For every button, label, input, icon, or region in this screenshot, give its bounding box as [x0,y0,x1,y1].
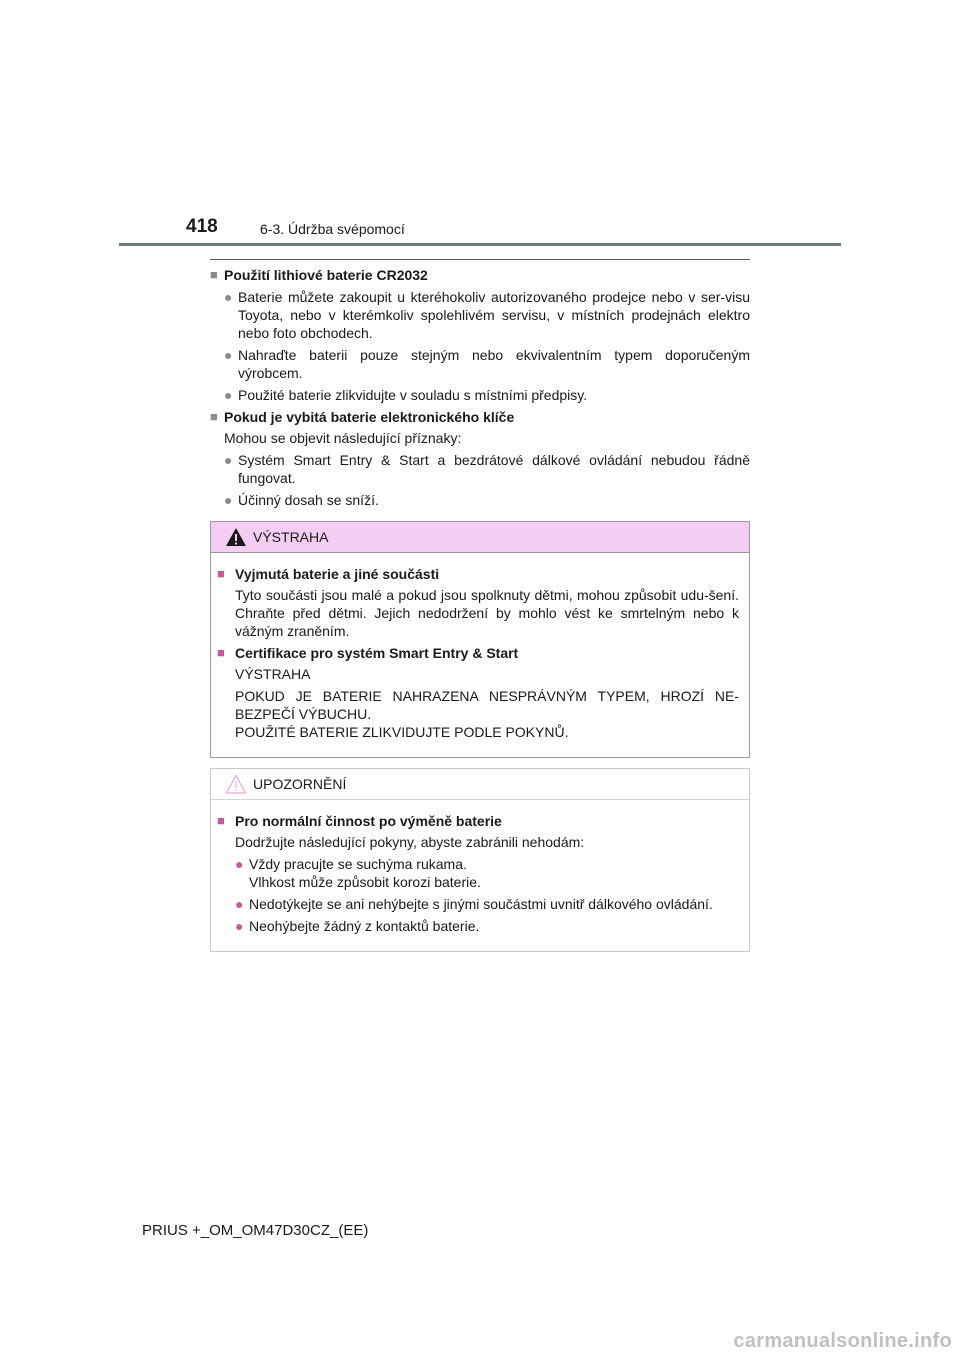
notice-header [211,769,749,800]
warning-item-line: VÝSTRAHA [235,666,311,682]
section-title: 6-3. Údržba svépomocí [260,221,405,237]
circle-bullet-icon: ● [235,856,244,872]
section-heading: ■ Pokud je vybitá baterie elektronického klíče [210,409,515,425]
notice-label: UPOZORNĚNÍ [253,776,347,792]
list-item: ● Nahraďte baterii pouze stejným nebo ekvivalentním typem doporučeným výrobcem. [224,347,750,381]
square-bullet-icon: ■ [217,813,225,828]
content-rule [210,259,750,260]
square-bullet-icon: ■ [210,267,218,282]
notice-body [211,800,749,935]
square-bullet-icon: ■ [217,566,225,581]
square-bullet-icon: ■ [217,645,225,660]
warning-item-heading: ■ Certifikace pro systém Smart Entry & Start [217,645,519,661]
warning-item-heading: ■ Vyjmutá baterie a jiné součásti [217,566,440,582]
warning-box [210,521,750,758]
circle-bullet-icon: ● [235,918,244,934]
section-heading: ■ Použití lithiové baterie CR2032 [210,267,428,283]
warning-label: VÝSTRAHA [253,529,329,545]
list-item: ● Vždy pracujte se suchýma rukama. Vlhkost může způsobit korozi baterie. [235,856,481,890]
circle-bullet-icon: ● [224,347,233,363]
page-number: 418 [186,216,218,237]
list-item: ● Účinný dosah se sníží. [224,492,379,508]
circle-bullet-icon: ● [224,387,233,403]
warning-item-line: POKUD JE BATERIE NAHRAZENA NESPRÁVNÝM TYPEM, HROZÍ NE-BEZPEČÍ VÝBUCHU. [235,688,739,722]
list-item: ● Baterie můžete zakoupit u kteréhokoliv autorizovaného prodejce nebo v ser-visu Toyota, nebo v kterémkoliv spolehlivém servisu, v místních prodejnách elektro nebo foto obchodech. [224,289,750,341]
warning-item-text: Tyto součásti jsou malé a pokud jsou spolknuty dětmi, mohou způsobit udu-šení. Chraňte před dětmi. Jejich nedodržení by mohlo vést ke smrtelným nebo k vážným zraněním. [235,587,739,639]
document-id: PRIUS +_OM_OM47D30CZ_(EE) [142,1222,369,1239]
notice-heading: ■ Pro normální činnost po výměně baterie [217,813,502,829]
watermark: carmanualsonline.info [733,1330,952,1352]
section-intro: Mohou se objevit následující příznaky: [224,430,462,446]
notice-box [210,768,750,952]
warning-item-line: POUŽITÉ BATERIE ZLIKVIDUJTE PODLE POKYNŮ. [235,724,569,740]
warning-header [211,522,749,553]
warning-body [211,553,749,741]
circle-bullet-icon: ● [224,452,233,468]
circle-bullet-icon: ● [224,289,233,305]
notice-intro: Dodržujte následující pokyny, abyste zabránili nehodám: [235,834,585,850]
warning-triangle-outline-icon [225,774,247,794]
warning-triangle-filled-icon [225,527,247,547]
circle-bullet-icon: ● [235,896,244,912]
list-item: ● Neohýbejte žádný z kontaktů baterie. [235,918,480,934]
circle-bullet-icon: ● [224,492,233,508]
list-item: ● Použité baterie zlikvidujte v souladu s místními předpisy. [224,387,588,403]
main-content [210,266,750,509]
list-item: ● Systém Smart Entry & Start a bezdrátové dálkové ovládání nebudou řádně fungovat. [224,452,750,486]
square-bullet-icon: ■ [210,409,218,424]
header-rule [119,243,841,246]
list-item: ● Nedotýkejte se ani nehýbejte s jinými součástmi uvnitř dálkového ovládání. [235,896,713,912]
